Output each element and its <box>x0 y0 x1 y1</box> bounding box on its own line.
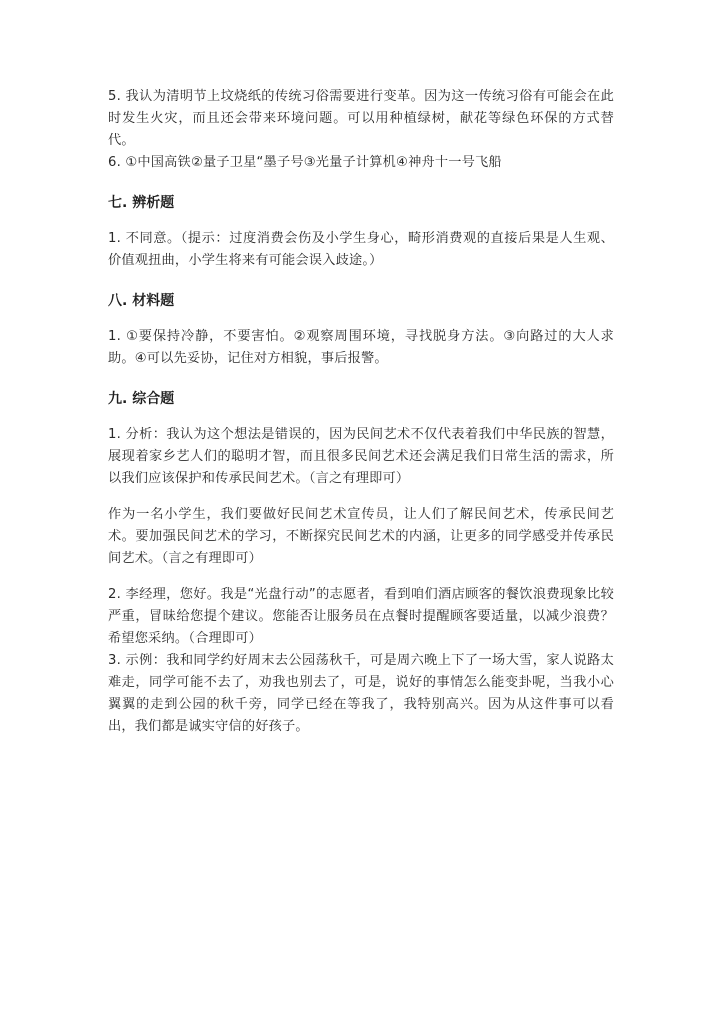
section-9-answer-1: 1. 分析：我认为这个想法是错误的，因为民间艺术不仅代表着我们中华民族的智慧，展现着家乡艺人们的聪明才智，而且很多民间艺术还会满足我们日常生活的需求，所以我们应该保护和传承民间艺术。（言之有理即可） <box>108 427 614 486</box>
section-9-answer-2: 2. 李经理，您好。我是“光盘行动”的志愿者，看到咱们酒店顾客的餐饮浪费现象比较严重，冒昧给您提个建议。您能否让服务员在点餐时提醒顾客要适量，以减少浪费？希望您采纳。（合理即可） <box>108 587 614 646</box>
section-8-heading: 八. 材料题 <box>108 293 175 309</box>
section-9-answer-3: 3. 示例：我和同学约好周末去公园荡秋千，可是周六晚上下了一场大雪，家人说路太难走，同学可能不去了，劝我也别去了，可是，说好的事情怎么能变卦呢，当我小心翼翼的走到公园的秋千旁，同学已经在等我了，我特别高兴。因为从这件事可以看出，我们都是诚实守信的好孩子。 <box>108 653 614 734</box>
section-9-heading: 九. 综合题 <box>108 391 175 407</box>
section-7-heading: 七. 辨析题 <box>108 195 175 211</box>
answer-item-5: 5. 我认为清明节上坟烧纸的传统习俗需要进行变革。因为这一传统习俗有可能会在此时发生火灾，而且还会带来环境问题。可以用种植绿树，献花等绿色环保的方式替代。 <box>108 89 614 148</box>
section-8-answer-1: 1. ①要保持冷静，不要害怕。②观察周围环境，寻找脱身方法。③向路过的大人求助。④可以先妥协，记住对方相貌，事后报警。 <box>108 329 614 366</box>
answer-item-6: 6. ①中国高铁②量子卫星“墨子号③光量子计算机④神舟十一号飞船 <box>108 155 502 170</box>
section-9-answer-1-cont: 作为一名小学生，我们要做好民间艺术宣传员，让人们了解民间艺术，传承民间艺术。要加强民间艺术的学习，不断探究民间艺术的内涵，让更多的同学感受并传承民间艺术。（言之有理即可） <box>108 507 614 566</box>
answer-page <box>108 86 614 738</box>
section-7-answer-1: 1. 不同意。（提示：过度消费会伤及小学生身心，畸形消费观的直接后果是人生观、价值观扭曲，小学生将来有可能会误入歧途。） <box>108 231 614 268</box>
